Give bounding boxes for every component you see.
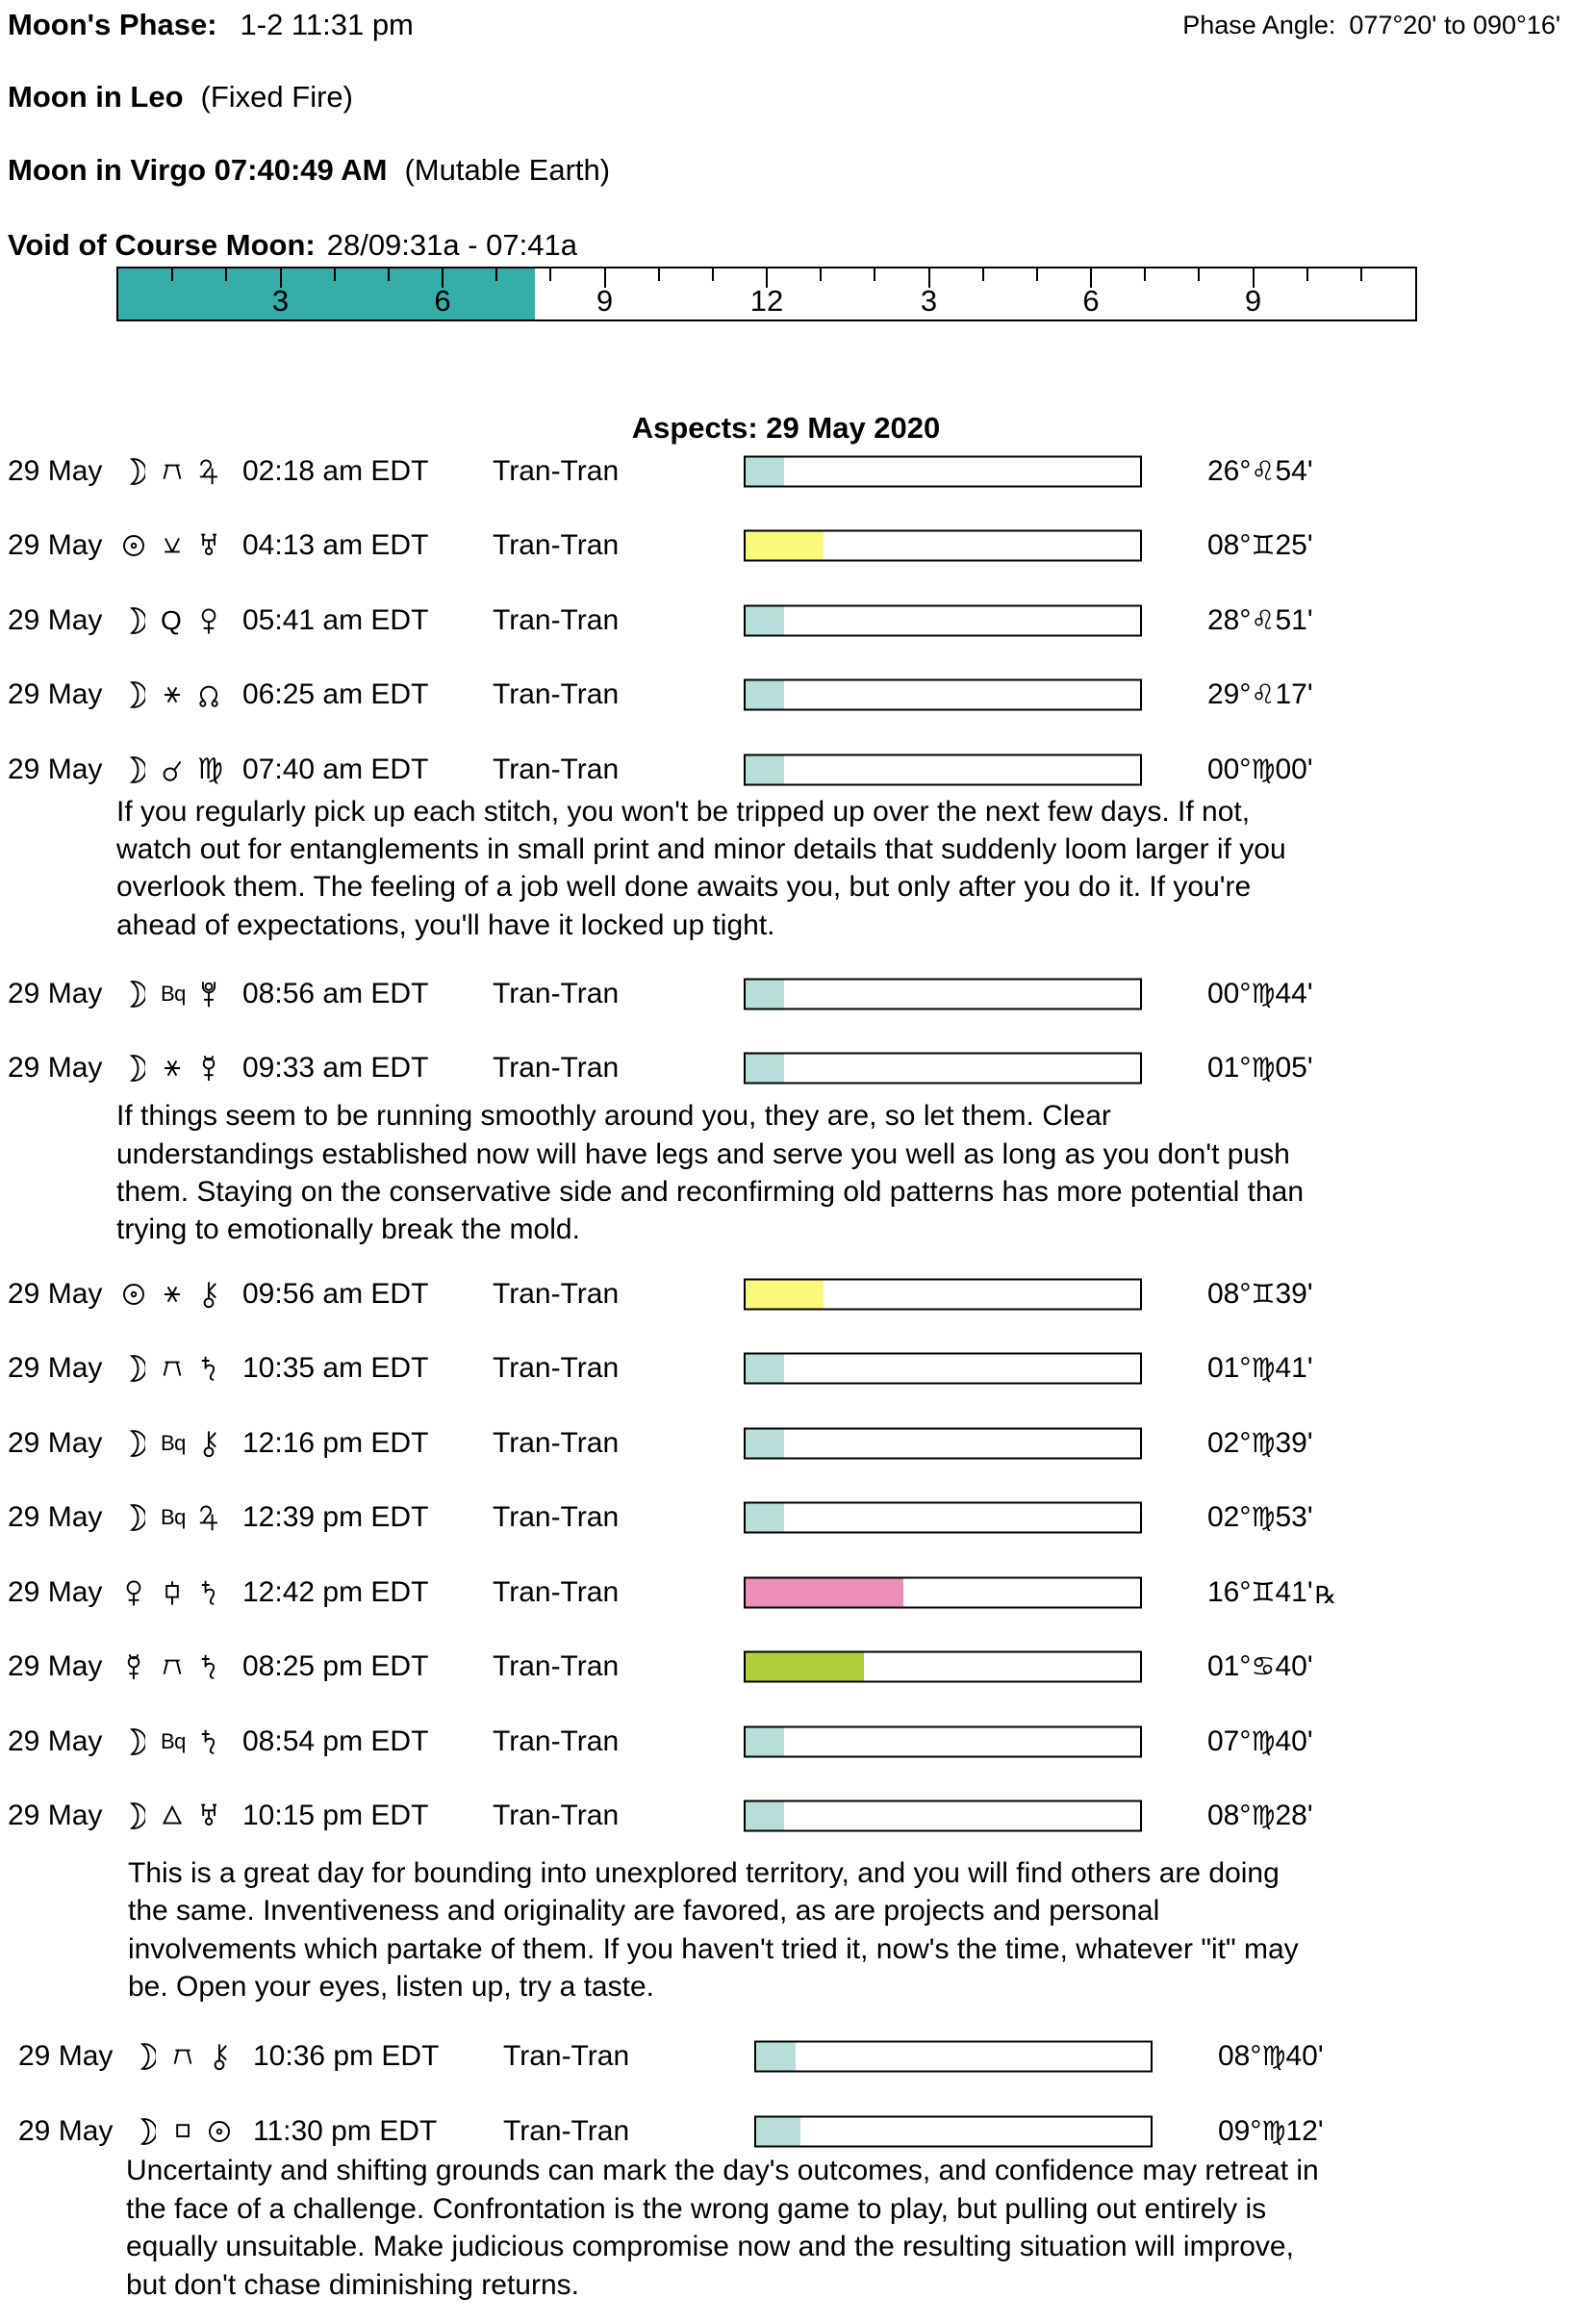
position-degrees: 00°: [1207, 977, 1252, 1009]
aspect-date: 29 May: [8, 1800, 103, 1831]
moons-phase-label: Moon's Phase:: [8, 8, 217, 41]
orb-progress-bar: [744, 530, 1142, 562]
orb-progress-bar: [744, 978, 1142, 1009]
aspect-position: [1207, 1650, 1313, 1683]
sun-icon: [122, 530, 145, 561]
aspect-row: [0, 583, 1572, 658]
position-minutes: 40': [1275, 1650, 1313, 1682]
chiron-icon: [197, 1279, 220, 1310]
leo-sign-icon: ♌: [1251, 603, 1276, 636]
position-minutes: 00': [1275, 753, 1313, 785]
venus-icon: [197, 605, 220, 636]
moon-ingress-label: Moon in Virgo 07:40:49 AM: [8, 153, 388, 187]
interpretation-paragraph: [0, 2152, 1572, 2304]
semisextile-icon: [161, 530, 184, 561]
aspect-date: 29 May: [8, 753, 103, 785]
aspect-position: [1207, 1278, 1313, 1311]
virgo-sign-icon: ♍: [1251, 1724, 1276, 1757]
orb-progress-bar: [744, 455, 1142, 487]
aspect-position: [1207, 1800, 1313, 1832]
conjunction-icon: [161, 754, 184, 785]
aspect-row: [0, 1257, 1572, 1332]
aspect-time: 04:13 am EDT: [242, 529, 429, 562]
orb-progress-bar: [744, 753, 1142, 785]
moon-icon: [122, 979, 145, 1009]
aspect-date: 29 May: [8, 1724, 103, 1757]
aspect-type: Tran-Tran: [493, 529, 620, 562]
aspect-position: [1207, 1052, 1313, 1085]
interpretation-paragraph: [0, 793, 1572, 945]
ruler-tick: [820, 268, 822, 281]
aspect-time: 02:18 am EDT: [242, 454, 429, 487]
aspect-type: Tran-Tran: [503, 2114, 630, 2147]
aspect-type: Tran-Tran: [503, 2040, 630, 2073]
chiron-icon: [197, 1428, 220, 1459]
orb-progress-fill: [746, 681, 784, 709]
ruler-tick: [874, 268, 875, 281]
ruler-tick: [1306, 268, 1308, 281]
orb-progress-bar: [744, 1576, 1142, 1608]
aspect-position: [1207, 1725, 1313, 1758]
position-minutes: 39': [1275, 1426, 1313, 1459]
jupiter-icon: [197, 456, 220, 487]
aspect-row: [0, 1555, 1572, 1630]
orb-progress-fill: [746, 1355, 784, 1383]
virgo-sign-icon: ♍: [1251, 1800, 1276, 1831]
saturn-icon: [197, 1577, 220, 1608]
orb-progress-bar: [754, 2041, 1153, 2073]
orb-progress-bar: [744, 1800, 1142, 1832]
position-degrees: 07°: [1207, 1724, 1252, 1757]
aspect-position: [1207, 529, 1313, 562]
position-degrees: 02°: [1207, 1501, 1252, 1533]
interpretation-line: overlook them. The feeling of a job well done awaits you, but only after you do it. If you're: [116, 871, 1252, 904]
ruler-tick: [712, 268, 714, 281]
interpretation-paragraph: [0, 1854, 1572, 2006]
position-degrees: 01°: [1207, 1650, 1252, 1682]
moon-sign-label: Moon in Leo: [8, 80, 184, 114]
aspect-time: 08:56 am EDT: [242, 977, 429, 1009]
void-of-course-line: [8, 228, 577, 263]
aspect-position: [1218, 2040, 1324, 2073]
aspect-position: [1207, 678, 1313, 711]
ruler-tick: [1144, 268, 1146, 281]
orb-progress-bar: [744, 1053, 1142, 1085]
moons-phase-line: [8, 8, 414, 42]
position-minutes: 25': [1275, 529, 1313, 562]
aspect-row: [0, 434, 1572, 509]
orb-progress-bar: [744, 1502, 1142, 1534]
aspect-row: [0, 732, 1572, 807]
sextile-icon: [161, 1279, 184, 1310]
moon-icon: [122, 1053, 145, 1084]
ruler-tick: [1036, 268, 1038, 281]
ruler-hour-label: 3: [271, 284, 290, 318]
aspect-position: [1207, 455, 1313, 488]
orb-progress-fill: [746, 1802, 784, 1830]
aspect-time: 07:40 am EDT: [242, 753, 429, 785]
aspects-title: Aspects: 29 May 2020: [631, 411, 941, 445]
sextile-icon: [161, 679, 184, 710]
position-degrees: 01°: [1207, 1352, 1252, 1384]
aspect-position: [1207, 1352, 1313, 1385]
position-minutes: 39': [1275, 1277, 1313, 1310]
void-of-course-value: 28/09:31a - 07:41a: [326, 228, 577, 262]
aspect-time: 08:25 pm EDT: [242, 1650, 429, 1682]
aspect-position: [1207, 1427, 1313, 1460]
aspect-type: Tran-Tran: [493, 1501, 620, 1533]
aspect-row: [0, 1406, 1572, 1481]
square-icon: [171, 2116, 194, 2147]
virgo-sign-icon: ♍: [1261, 2040, 1286, 2073]
aspect-date: 29 May: [8, 678, 103, 711]
position-degrees: 08°: [1207, 1800, 1252, 1831]
leo-sign-icon: ♌: [1251, 454, 1276, 487]
position-minutes: 40': [1285, 2040, 1324, 2073]
aspect-time: 08:54 pm EDT: [242, 1724, 429, 1757]
jupiter-icon: [197, 1502, 220, 1533]
position-degrees: 16°: [1207, 1575, 1252, 1608]
aspect-date: 29 May: [8, 1650, 103, 1682]
venus-icon: [122, 1577, 145, 1608]
interpretation-line: This is a great day for bounding into unexplored territory, and you will find others are doing: [128, 1856, 1280, 1889]
aspect-position: [1207, 978, 1313, 1010]
position-minutes: 41': [1275, 1352, 1313, 1384]
aspect-type: Tran-Tran: [493, 753, 620, 785]
aspect-type: Tran-Tran: [493, 1724, 620, 1757]
ruler-tick: [171, 268, 173, 281]
position-degrees: 29°: [1207, 678, 1252, 711]
orb-progress-fill: [746, 1578, 903, 1606]
moon-icon: [122, 1428, 145, 1459]
biquintile-icon: Bq: [161, 1728, 186, 1753]
quintile-icon: Q: [161, 604, 182, 635]
aspect-time: 10:35 am EDT: [242, 1352, 429, 1384]
virgo-sign-icon: ♍: [1251, 1352, 1276, 1384]
aspect-row: [0, 1778, 1572, 1853]
moon-icon: [122, 1353, 145, 1384]
saturn-icon: [197, 1726, 220, 1757]
moon-icon: [122, 754, 145, 785]
orb-progress-fill: [746, 755, 784, 783]
interpretation-line: ahead of expectations, you'll have it locked up tight.: [116, 908, 775, 941]
interpretation-line: involvements which partake of them. If you haven't tried it, now's the time, whatever "it" may: [128, 1932, 1299, 1965]
aspect-time: 12:42 pm EDT: [242, 1575, 429, 1608]
position-degrees: 01°: [1207, 1052, 1252, 1085]
sesquiquadrate-icon: [161, 1577, 184, 1608]
orb-progress-bar: [744, 604, 1142, 636]
aspect-type: Tran-Tran: [493, 1650, 620, 1682]
ruler-tick: [225, 268, 227, 281]
aspect-type: Tran-Tran: [493, 1575, 620, 1608]
cancer-sign-icon: ♋: [1251, 1650, 1276, 1682]
mercury-icon: [197, 1053, 220, 1084]
uranus-icon: [197, 1800, 220, 1831]
void-of-course-label: Void of Course Moon:: [8, 228, 316, 262]
aspect-time: 05:41 am EDT: [242, 603, 429, 636]
virgo-sign-icon: ♍: [1251, 1426, 1276, 1459]
ruler-tick: [334, 268, 336, 281]
aspect-position: [1207, 1501, 1313, 1534]
ruler-hour-label: 6: [1082, 284, 1100, 318]
aspect-type: Tran-Tran: [493, 454, 620, 487]
saturn-icon: [197, 1353, 220, 1384]
orb-progress-bar: [754, 2115, 1153, 2147]
node-icon: [197, 679, 220, 710]
aspect-type: Tran-Tran: [493, 1800, 620, 1831]
aspect-row: [0, 509, 1572, 584]
quincunx-icon: [161, 1353, 184, 1384]
phase-angle: [1182, 11, 1560, 40]
ruler-tick: [495, 268, 497, 281]
orb-progress-fill: [746, 532, 824, 560]
position-minutes: 12': [1285, 2114, 1324, 2147]
interpretation-line: If you regularly pick up each stitch, you won't be tripped up over the next few days. If not,: [116, 795, 1251, 828]
aspect-position: [1207, 753, 1313, 786]
moon-icon: [122, 456, 145, 487]
aspect-position: [1207, 1576, 1336, 1609]
aspect-row: [0, 1331, 1572, 1406]
aspect-type: Tran-Tran: [493, 977, 620, 1009]
moon-icon: [133, 2041, 156, 2072]
retrograde-icon: ℞: [1314, 1580, 1337, 1609]
aspect-type: Tran-Tran: [493, 678, 620, 711]
interpretation-line: the same. Inventiveness and originality are favored, as are projects and personal: [128, 1895, 1160, 1928]
aspect-date: 29 May: [8, 454, 103, 487]
aspect-time: 09:56 am EDT: [242, 1277, 429, 1310]
orb-progress-fill: [746, 1055, 784, 1083]
ruler-hour-label: 3: [920, 284, 938, 318]
saturn-icon: [197, 1651, 220, 1682]
orb-progress-bar: [744, 679, 1142, 711]
aspect-row: [0, 1629, 1572, 1704]
virgo-sign-icon: ♍: [1251, 977, 1276, 1009]
aspect-type: Tran-Tran: [493, 1277, 620, 1310]
orb-progress-bar: [744, 1353, 1142, 1385]
orb-progress-fill: [746, 1504, 784, 1532]
aspect-row: [0, 1704, 1572, 1779]
orb-progress-fill: [746, 980, 784, 1008]
aspect-date: 29 May: [8, 1277, 103, 1310]
aspect-date: 29 May: [8, 603, 103, 636]
biquintile-icon: Bq: [161, 981, 186, 1006]
trine-icon: [161, 1800, 184, 1831]
position-minutes: 44': [1275, 977, 1313, 1009]
orb-progress-bar: [744, 1427, 1142, 1459]
orb-progress-fill: [746, 1727, 784, 1755]
virgo-sign-icon: ♍: [197, 752, 223, 786]
ruler-tick: [388, 268, 390, 281]
quincunx-icon: [161, 1651, 184, 1682]
position-minutes: 40': [1275, 1724, 1313, 1757]
aspect-time: 10:15 pm EDT: [242, 1800, 429, 1831]
aspect-date: 29 May: [8, 977, 103, 1009]
uranus-icon: [197, 530, 220, 561]
virgo-sign-icon: ♍: [1251, 1052, 1276, 1085]
phase-angle-label: Phase Angle:: [1182, 11, 1336, 39]
moon-icon: [122, 1800, 145, 1831]
position-minutes: 28': [1275, 1800, 1313, 1831]
interpretation-line: the face of a challenge. Confrontation is the wrong game to play, but pulling out entirely is: [126, 2192, 1267, 2225]
orb-progress-fill: [756, 2117, 800, 2145]
position-degrees: 08°: [1207, 1277, 1252, 1310]
position-degrees: 09°: [1218, 2114, 1262, 2147]
virgo-sign-icon: ♍: [1261, 2114, 1286, 2147]
biquintile-icon: Bq: [161, 1505, 186, 1529]
moon-ingress-note: (Mutable Earth): [404, 153, 611, 187]
interpretation-line: Uncertainty and shifting grounds can mark the day's outcomes, and confidence may retreat in: [126, 2155, 1319, 2187]
position-minutes: 41': [1275, 1575, 1313, 1608]
virgo-sign-icon: ♍: [1251, 753, 1276, 785]
ruler-tick: [1198, 268, 1200, 281]
aspect-date: 29 May: [8, 1501, 103, 1533]
orb-progress-fill: [756, 2043, 796, 2071]
aspect-type: Tran-Tran: [493, 603, 620, 636]
ruler-tick: [982, 268, 984, 281]
biquintile-icon: Bq: [161, 1430, 186, 1455]
gemini-sign-icon: ♊: [1251, 529, 1276, 562]
phase-angle-value: 077°20' to 090°16': [1349, 11, 1560, 39]
position-degrees: 08°: [1207, 529, 1252, 562]
aspect-date: 29 May: [8, 1352, 103, 1384]
position-degrees: 26°: [1207, 454, 1252, 487]
quincunx-icon: [161, 456, 184, 487]
position-minutes: 53': [1275, 1501, 1313, 1533]
aspect-date: 29 May: [18, 2040, 114, 2073]
aspect-time: 11:30 pm EDT: [253, 2114, 438, 2147]
void-of-course-ruler: [116, 267, 1417, 321]
aspect-date: 29 May: [8, 529, 103, 562]
aspect-time: 10:36 pm EDT: [253, 2040, 440, 2073]
aspect-time: 12:39 pm EDT: [242, 1501, 429, 1533]
aspect-date: 29 May: [8, 1052, 103, 1085]
sun-icon: [122, 1279, 145, 1310]
orb-progress-fill: [746, 1429, 784, 1457]
voc-fill: [118, 268, 535, 319]
orb-progress-fill: [746, 1653, 864, 1681]
aspect-time: 09:33 am EDT: [242, 1052, 429, 1085]
gemini-sign-icon: ♊: [1251, 1277, 1276, 1310]
virgo-sign-icon: ♍: [1251, 1501, 1276, 1533]
aspect-position: [1218, 2115, 1324, 2148]
aspect-date: 29 May: [8, 1426, 103, 1459]
aspect-type: Tran-Tran: [493, 1426, 620, 1459]
ruler-tick: [549, 268, 551, 281]
ruler-hour-label: 9: [1244, 284, 1262, 318]
interpretation-line: but don't chase diminishing returns.: [126, 2268, 579, 2301]
quincunx-icon: [171, 2041, 194, 2072]
leo-sign-icon: ♌: [1251, 678, 1276, 711]
ruler-tick: [658, 268, 660, 281]
aspect-row: [0, 1032, 1572, 1107]
aspect-date: 29 May: [18, 2114, 114, 2147]
aspect-position: [1207, 604, 1313, 637]
moon-icon: [122, 1726, 145, 1757]
moon-icon: [122, 679, 145, 710]
position-minutes: 05': [1275, 1052, 1313, 1085]
aspect-time: 12:16 pm EDT: [242, 1426, 429, 1459]
gemini-sign-icon: ♊: [1251, 1575, 1276, 1608]
aspect-type: Tran-Tran: [493, 1052, 620, 1085]
aspect-row: [0, 1480, 1572, 1555]
orb-progress-fill: [746, 606, 784, 634]
position-degrees: 00°: [1207, 753, 1252, 785]
aspect-row: [0, 2019, 1572, 2094]
ruler-hour-label: 12: [749, 284, 784, 318]
ruler-hour-label: 6: [434, 284, 451, 318]
interpretation-line: be. Open your eyes, listen up, try a taste.: [128, 1970, 654, 2003]
mercury-icon: [122, 1651, 145, 1682]
moons-phase-value: 1-2 11:31 pm: [240, 8, 414, 41]
interpretation-line: understandings established now will have legs and serve you well as long as you don't push: [116, 1137, 1290, 1170]
interpretation-line: If things seem to be running smoothly around you, they are, so let them. Clear: [116, 1100, 1111, 1133]
moon-icon: [122, 605, 145, 636]
orb-progress-bar: [744, 1651, 1142, 1683]
position-degrees: 08°: [1218, 2040, 1262, 2073]
orb-progress-fill: [746, 457, 784, 485]
aspect-row: [0, 2094, 1572, 2169]
moon-icon: [133, 2116, 156, 2147]
position-degrees: 02°: [1207, 1426, 1252, 1459]
sun-icon: [208, 2116, 231, 2147]
moon-icon: [122, 1502, 145, 1533]
moon-ingress-line: [8, 153, 610, 188]
interpretation-line: watch out for entanglements in small print and minor details that suddenly loom larger if you: [116, 832, 1286, 865]
interpretation-paragraph: [0, 1097, 1572, 1249]
position-degrees: 28°: [1207, 603, 1252, 636]
pluto-icon: [197, 979, 220, 1009]
moon-sign-note: (Fixed Fire): [200, 80, 353, 114]
position-minutes: 17': [1275, 678, 1313, 711]
ruler-tick: [1360, 268, 1362, 281]
aspect-row: [0, 957, 1572, 1032]
interpretation-line: them. Staying on the conservative side and reconfirming old patterns has more potential than: [116, 1175, 1305, 1208]
aspect-row: [0, 658, 1572, 733]
interpretation-line: equally unsuitable. Make judicious compromise now and the resulting situation will improve,: [126, 2231, 1294, 2263]
position-minutes: 54': [1275, 454, 1313, 487]
aspect-type: Tran-Tran: [493, 1352, 620, 1384]
aspect-date: 29 May: [8, 1575, 103, 1608]
moon-sign-line: [8, 80, 353, 115]
aspect-list: [0, 434, 1572, 2304]
aspect-time: 06:25 am EDT: [242, 678, 429, 711]
position-minutes: 51': [1275, 603, 1313, 636]
orb-progress-fill: [746, 1280, 824, 1308]
interpretation-line: trying to emotionally break the mold.: [116, 1213, 580, 1246]
ruler-hour-label: 9: [596, 284, 614, 318]
sextile-icon: [161, 1053, 184, 1084]
orb-progress-bar: [744, 1725, 1142, 1757]
chiron-icon: [208, 2041, 231, 2072]
orb-progress-bar: [744, 1278, 1142, 1310]
